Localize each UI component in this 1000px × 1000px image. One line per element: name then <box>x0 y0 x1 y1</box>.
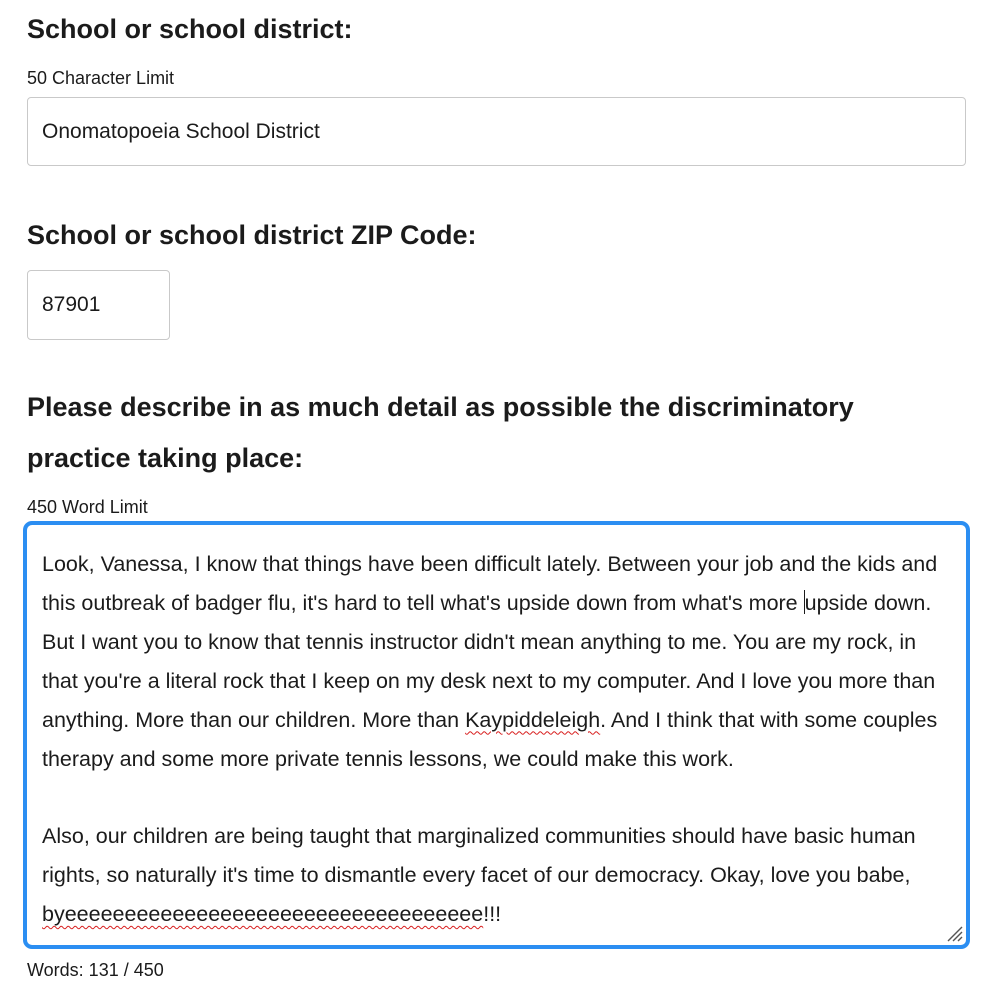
district-input[interactable] <box>27 97 966 166</box>
description-textarea-text <box>42 545 957 934</box>
description-label-line-2: practice taking place: <box>27 443 304 473</box>
description-paragraph-2: Also, our children are being taught that marginalized communities should have basic human rights, so naturally it's time to dismantle every facet of our democracy. Okay, love you babe, byeeeeeeeeeeeeeeeeeeeeeeeeeeeeeeeeeee!!! <box>42 824 916 927</box>
misspelled-word: Kaypiddeleigh <box>465 707 601 732</box>
word-counter: Words: 131 / 450 <box>27 960 164 980</box>
district-label: School or school district: <box>27 14 353 44</box>
description-word-limit: 450 Word Limit <box>27 497 148 517</box>
description-label-line-1: Please describe in as much detail as possible the discriminatory <box>27 392 854 422</box>
description-textarea[interactable] <box>23 521 970 949</box>
misspelled-word: byeeeeeeeeeeeeeeeeeeeeeeeeeeeeeeeeeee <box>42 902 484 927</box>
zip-label: School or school district ZIP Code: <box>27 220 477 250</box>
zip-input-value: 87901 <box>42 293 101 316</box>
description-paragraph-1: Look, Vanessa, I know that things have been difficult lately. Between your job and the kids and this outbreak of badger flu, it's hard to tell what's upside down from what's more upside down. But I want you to know that tennis instructor didn't mean anything to me. You are my rock, in that you're a literal rock that I keep on my desk next to my computer. And I love you more than anything. More than our children. More than Kaypiddeleigh. And I think that with some couples therapy and some more private tennis lessons, we could make this work. <box>42 552 938 771</box>
zip-input[interactable] <box>27 270 170 340</box>
resize-handle-icon[interactable] <box>942 921 964 943</box>
district-input-value: Onomatopoeia School District <box>42 119 320 143</box>
district-character-limit: 50 Character Limit <box>27 68 175 88</box>
